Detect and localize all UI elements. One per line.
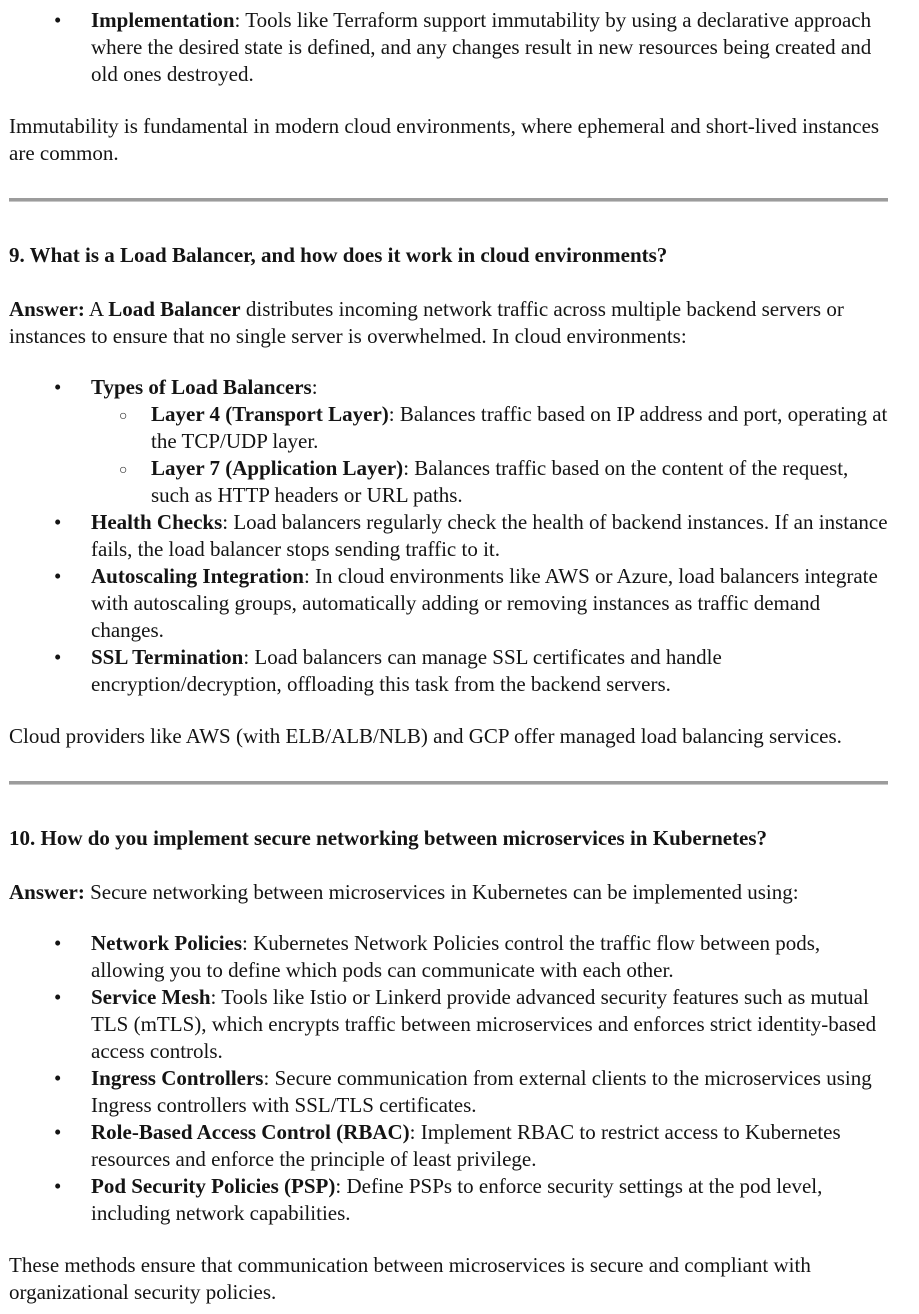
- list-item-label: Health Checks: [91, 510, 223, 534]
- list-item-text: [91, 374, 891, 401]
- list-item-label: Layer 4 (Transport Layer): [151, 402, 389, 426]
- list-item-ingress-controllers: [9, 1065, 891, 1119]
- list-item-label: Layer 7 (Application Layer): [151, 456, 404, 480]
- bullet-icon: •: [54, 931, 62, 955]
- list-item-text: [91, 509, 891, 563]
- list-item-autoscaling: [9, 563, 891, 644]
- circle-bullet-icon: ○: [119, 409, 128, 424]
- list-item-service-mesh: [9, 984, 891, 1065]
- list-item-body: : Kubernetes Network Policies control the traffic flow between pods, allowing you to define which pods can communicate with each other.: [91, 931, 821, 982]
- list-item-body: : Load balancers regularly check the health of backend instances. If an instance fails, the load balancer stops sending traffic to it.: [91, 510, 888, 561]
- list-item-label: Autoscaling Integration: [91, 564, 304, 588]
- answer-text: Secure networking between microservices in Kubernetes can be implemented using:: [84, 880, 799, 904]
- question-9-list: [9, 374, 891, 698]
- answer-bold-term: Load Balancer: [108, 297, 241, 321]
- list-item-text: [91, 644, 891, 698]
- list-item-text: [91, 7, 891, 88]
- list-item-body: : Tools like Istio or Linkerd provide advanced security features such as mutual TLS (mTLS), which encrypts traffic between microservices and enforces strict identity-based access controls.: [91, 985, 877, 1063]
- list-item-network-policies: [9, 930, 891, 984]
- list-item-psp: [9, 1173, 891, 1227]
- list-item-label: Role-Based Access Control (RBAC): [91, 1120, 410, 1144]
- bullet-icon: •: [54, 1066, 62, 1090]
- list-item-body: : In cloud environments like AWS or Azure, load balancers integrate with autoscaling groups, automatically adding or removing instances as traffic demand changes.: [91, 564, 878, 642]
- section-divider: [9, 198, 888, 202]
- bullet-icon: •: [54, 375, 62, 399]
- list-item-label: Types of Load Balancers: [91, 375, 312, 399]
- list-item-text: [151, 401, 891, 455]
- bullet-icon: •: [54, 510, 62, 534]
- bullet-icon: •: [54, 645, 62, 669]
- question-9-closing-paragraph: Cloud providers like AWS (with ELB/ALB/NLB) and GCP offer managed load balancing services.: [9, 724, 842, 748]
- bullet-icon: •: [54, 1120, 62, 1144]
- list-item-body: :: [311, 375, 318, 399]
- question-10-heading: 10. How do you implement secure networking between microservices in Kubernetes?: [9, 826, 768, 850]
- intro-closing-paragraph: Immutability is fundamental in modern cloud environments, where ephemeral and short-lived instances are common.: [9, 114, 880, 165]
- list-item-text: [91, 930, 891, 984]
- question-10-closing-paragraph: These methods ensure that communication between microservices is secure and compliant with organizational security policies.: [9, 1253, 811, 1304]
- answer-label: Answer:: [9, 297, 85, 321]
- list-item-body: : Load balancers can manage SSL certificates and handle encryption/decryption, offloading this task from the backend servers.: [91, 645, 722, 696]
- list-item-text: [151, 455, 891, 509]
- bullet-icon: •: [54, 1174, 62, 1198]
- question-9-answer: [9, 296, 891, 350]
- list-item-label: Pod Security Policies (PSP): [91, 1174, 336, 1198]
- list-item-body: : Balances traffic based on IP address and port, operating at the TCP/UDP layer.: [151, 402, 888, 453]
- bullet-icon: •: [54, 8, 62, 32]
- circle-bullet-icon: ○: [119, 463, 128, 478]
- question-10-answer: [9, 879, 891, 906]
- list-item-text: [91, 1119, 891, 1173]
- list-item-layer4: [9, 401, 891, 455]
- list-item-body: : Tools like Terraform support immutability by using a declarative approach where the desired state is defined, and any changes result in new resources being created and old ones destroyed.: [91, 8, 872, 86]
- list-item-label: Service Mesh: [91, 985, 211, 1009]
- list-item-text: [91, 563, 891, 644]
- list-item-text: [91, 1065, 891, 1119]
- list-item-body: : Implement RBAC to restrict access to Kubernetes resources and enforce the principle of least privilege.: [91, 1120, 841, 1171]
- list-item-label: Implementation: [91, 8, 235, 32]
- list-item-body: : Secure communication from external clients to the microservices using Ingress controllers with SSL/TLS certificates.: [91, 1066, 872, 1117]
- list-item-types: [9, 374, 891, 401]
- answer-label: Answer:: [9, 880, 85, 904]
- list-item-layer7: [9, 455, 891, 509]
- intro-list: [9, 7, 891, 88]
- list-item-label: Network Policies: [91, 931, 243, 955]
- bullet-icon: •: [54, 564, 62, 588]
- list-item-label: SSL Termination: [91, 645, 244, 669]
- list-item-health-checks: [9, 509, 891, 563]
- bullet-icon: •: [54, 985, 62, 1009]
- answer-text: distributes incoming network traffic across multiple backend servers or instances to ensure that no single server is overwhelmed. In cloud environments:: [9, 297, 844, 348]
- list-item-label: Ingress Controllers: [91, 1066, 264, 1090]
- section-divider: [9, 781, 888, 785]
- question-10-list: [9, 930, 891, 1227]
- list-item-body: : Define PSPs to enforce security settings at the pod level, including network capabilities.: [91, 1174, 823, 1225]
- list-item-text: [91, 984, 891, 1065]
- list-item-text: [91, 1173, 891, 1227]
- question-9-heading: 9. What is a Load Balancer, and how does it work in cloud environments?: [9, 243, 668, 267]
- list-item-ssl-termination: [9, 644, 891, 698]
- list-item-implementation: [9, 7, 891, 88]
- answer-text: A: [84, 297, 109, 321]
- list-item-body: : Balances traffic based on the content of the request, such as HTTP headers or URL paths.: [151, 456, 849, 507]
- list-item-rbac: [9, 1119, 891, 1173]
